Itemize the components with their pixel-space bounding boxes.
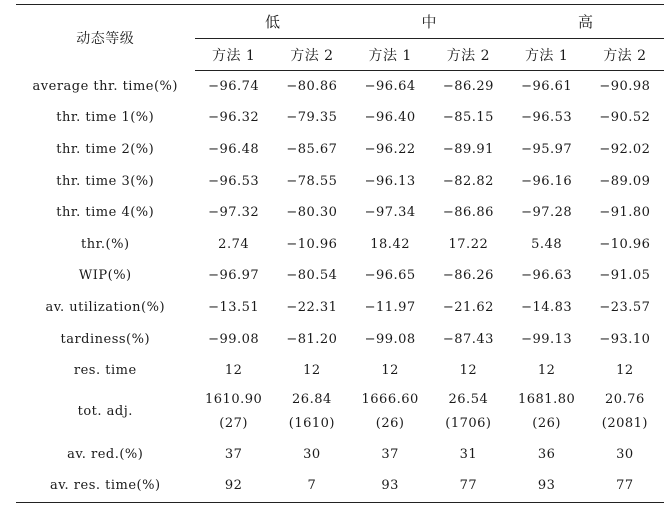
method-header: 方法 2	[586, 39, 664, 71]
cell-value: −87.43	[442, 331, 494, 347]
cell-value-stacked	[429, 386, 507, 438]
dynamic-level-header: 动态等级	[16, 5, 195, 71]
cell-value: −96.13	[364, 173, 416, 189]
row-label: average thr. time(%)	[32, 78, 178, 94]
method-header: 方法 1	[351, 39, 429, 71]
cell-value: 2.74	[218, 236, 250, 252]
row-label: WIP(%)	[78, 268, 132, 284]
row-label: tardiness(%)	[60, 331, 151, 347]
cell-value: 17.22	[448, 236, 489, 252]
cell-value: −97.28	[521, 205, 573, 221]
table-row	[16, 323, 664, 355]
cell-value: −86.29	[442, 79, 494, 95]
cell-value: −82.82	[442, 173, 494, 189]
cell-value: −97.34	[364, 205, 416, 221]
cell-value: 37	[224, 446, 243, 462]
cell-value: 18.42	[370, 236, 410, 252]
cell-value: −96.32	[208, 110, 260, 126]
cell-value: −89.09	[599, 173, 651, 189]
table-row	[16, 197, 664, 229]
method-header: 方法 2	[429, 39, 507, 71]
table-row	[16, 71, 664, 103]
cell-value: 93	[351, 470, 429, 502]
cell-value: −96.63	[521, 268, 573, 284]
cell-value: −96.64	[364, 79, 416, 95]
row-label: av. utilization(%)	[45, 299, 166, 315]
cell-value: 37	[381, 446, 399, 462]
cell-value: −78.55	[286, 173, 338, 189]
cell-value: −96.48	[208, 141, 260, 157]
cell-main: 26.84	[292, 392, 332, 408]
table-row	[16, 292, 664, 324]
method-header: 方法 1	[195, 39, 273, 71]
cell-sub: (1610)	[288, 416, 335, 432]
row-label: av. res. time(%)	[16, 470, 195, 502]
cell-value: −81.20	[286, 331, 338, 347]
cell-value: 12	[616, 363, 634, 379]
cell-value: −22.31	[286, 299, 338, 315]
cell-main: 20.76	[605, 392, 645, 408]
cell-value-stacked	[586, 386, 664, 438]
table-row	[16, 260, 664, 292]
table-row	[16, 228, 664, 260]
cell-value: −93.10	[599, 331, 651, 347]
cell-value: −13.51	[208, 299, 260, 315]
cell-main: 1610.90	[205, 392, 263, 408]
cell-value: −89.91	[442, 141, 494, 157]
cell-value: 5.48	[531, 236, 563, 252]
cell-value: −96.22	[364, 141, 416, 157]
cell-sub: (26)	[375, 416, 405, 432]
row-label: thr.(%)	[81, 236, 130, 252]
cell-sub: (27)	[219, 416, 248, 432]
cell-value: 12	[303, 363, 321, 379]
cell-value: −95.97	[521, 141, 573, 157]
cell-value: 77	[429, 470, 507, 502]
cell-value: −92.02	[599, 141, 651, 157]
row-label: tot. adj.	[77, 404, 133, 420]
cell-value: −80.30	[286, 205, 338, 221]
cell-main: 26.54	[448, 392, 489, 408]
row-label: av. red.(%)	[67, 446, 144, 462]
header-group-row	[16, 5, 664, 39]
row-label: thr. time 2(%)	[56, 141, 155, 157]
cell-value: 30	[303, 446, 321, 462]
cell-value: −23.57	[599, 299, 651, 315]
cell-value: −21.62	[442, 299, 494, 315]
table-row	[16, 355, 664, 387]
group-header-medium: 中	[351, 5, 507, 39]
row-label: thr. time 3(%)	[56, 173, 155, 189]
cell-value: −99.13	[521, 331, 573, 347]
cell-value: 92	[195, 470, 273, 502]
table-body	[16, 71, 664, 503]
cell-value: 36	[537, 446, 556, 462]
cell-value: −96.74	[208, 79, 260, 95]
cell-main: 1666.60	[361, 392, 419, 408]
table-row	[16, 134, 664, 166]
results-table	[16, 4, 664, 503]
cell-value: −91.05	[599, 268, 651, 284]
cell-value: 12	[381, 363, 399, 379]
cell-value: −97.32	[208, 205, 260, 221]
table-row	[16, 102, 664, 134]
method-header: 方法 2	[273, 39, 351, 71]
row-label: res. time	[73, 363, 137, 379]
cell-value-stacked	[273, 386, 351, 438]
cell-value: −90.98	[599, 79, 651, 95]
cell-value-stacked	[351, 386, 429, 438]
group-header-low: 低	[195, 5, 351, 39]
cell-value: −96.65	[364, 268, 416, 284]
cell-value: −96.16	[521, 173, 573, 189]
method-header: 方法 1	[508, 39, 586, 71]
cell-value: −80.86	[286, 79, 338, 95]
table-row	[16, 470, 664, 502]
cell-value: −96.53	[208, 173, 260, 189]
cell-value: −10.96	[599, 236, 651, 252]
cell-value: −96.97	[208, 268, 260, 284]
cell-value: −96.53	[521, 110, 573, 126]
cell-main: 1681.80	[517, 392, 576, 408]
cell-value: −96.40	[364, 110, 416, 126]
cell-value: −99.08	[364, 331, 416, 347]
cell-value: −90.52	[599, 110, 651, 126]
cell-value: 31	[459, 446, 478, 462]
cell-value-stacked	[195, 386, 273, 438]
cell-value: −10.96	[286, 236, 338, 252]
cell-value: −96.61	[521, 79, 573, 95]
table-row-tot-adj	[16, 386, 664, 438]
table-row	[16, 438, 664, 470]
cell-value: 12	[224, 363, 243, 379]
cell-value: −14.83	[521, 299, 573, 315]
cell-sub: (26)	[532, 416, 561, 432]
cell-sub: (2081)	[601, 416, 648, 432]
cell-value: −79.35	[286, 110, 338, 126]
group-header-high: 高	[508, 5, 665, 39]
cell-value: 30	[616, 446, 634, 462]
cell-value-stacked	[508, 386, 586, 438]
cell-value: −99.08	[208, 331, 260, 347]
cell-value: 12	[537, 363, 556, 379]
cell-value: −86.26	[442, 268, 494, 284]
cell-value: −91.80	[599, 205, 651, 221]
cell-value: −85.15	[442, 110, 494, 126]
cell-sub: (1706)	[445, 416, 492, 432]
cell-value: 12	[459, 363, 478, 379]
cell-value: −11.97	[364, 299, 416, 315]
cell-value: −86.86	[442, 205, 494, 221]
table-row	[16, 165, 664, 197]
cell-value: 93	[508, 470, 586, 502]
cell-value: −80.54	[286, 268, 338, 284]
cell-value: 7	[273, 470, 351, 502]
cell-value: 77	[586, 470, 664, 502]
row-label: thr. time 1(%)	[56, 110, 155, 126]
cell-value: −85.67	[286, 141, 338, 157]
row-label: thr. time 4(%)	[56, 205, 155, 221]
